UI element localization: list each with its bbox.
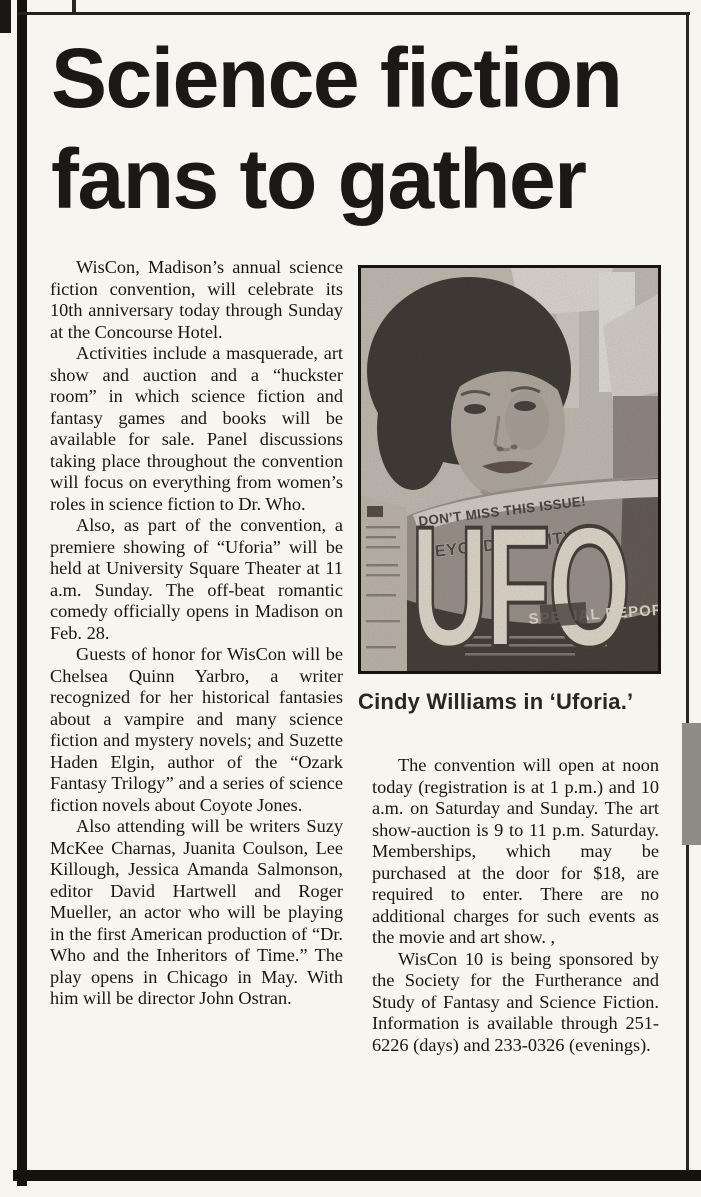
clipping-left-border xyxy=(17,0,27,1186)
paragraph-left-1: WisCon, Madison’s annual science fiction convention, will celebrate its 10th anniversary today through Sunday at the Concourse Hotel. xyxy=(50,257,343,342)
clipping-top-border xyxy=(17,12,690,15)
paragraph-left-3: Also, as part of the convention, a premiere showing of “Uforia” will be held at University Square Theater at 11 a.m. Sunday. The off-beat romantic comedy officially opens in Madison on Feb. 28. xyxy=(50,515,343,643)
paragraph-right-2: WisCon 10 is being sponsored by the Society for the Furtherance and Study of Fantasy and Science Fiction. Information is available through 251-6226 (days) and 233-0326 (evenings). xyxy=(372,948,659,1055)
photo-cindy-williams xyxy=(358,265,661,674)
scan-artifact-top-left-mark xyxy=(0,0,11,33)
photo-caption: Cindy Williams in ‘Uforia.’ xyxy=(358,689,634,714)
headline xyxy=(51,28,651,230)
scan-artifact-gray-block xyxy=(682,723,701,845)
clipping-right-border xyxy=(686,12,689,1172)
photo-illustration xyxy=(361,268,658,671)
photo-figure xyxy=(358,265,661,715)
article-left-column xyxy=(50,257,343,1010)
paragraph-right-1: The convention will open at noon today (registration is at 1 p.m.) and 10 a.m. on Saturday and Sunday. The art show-auction is 9 to 11 p.m. Saturday. Memberships, which may be purchased at the door for $18, are required to enter. There are no additional charges for such events as the movie and art show. , xyxy=(372,755,659,947)
paragraph-left-4: Guests of honor for WisCon will be Chelsea Quinn Yarbro, a writer recognized for her historical fantasies about a vampire and many science fiction and mystery novels; and Suzette Haden Elgin, author of the “Ozark Fantasy Trilogy” and a series of science fiction novels about Coyote Jones. xyxy=(50,644,343,815)
article-right-column xyxy=(372,755,659,1056)
paragraph-left-5: Also attending will be writers Suzy McKee Charnas, Juanita Coulson, Lee Killough, Jessica Amanda Salmonson, editor David Hartwell and Roger Mueller, an actor who will be playing in the first American production of “Dr. Who and the Inheritors of Time.” The play opens in Chicago in May. With him will be director John Ostran. xyxy=(50,816,343,1008)
headline-line-2: fans to gather xyxy=(51,132,586,226)
clipping-bottom-border xyxy=(13,1170,701,1181)
halftone-grain xyxy=(361,268,658,671)
headline-line-1: Science fiction xyxy=(51,31,622,125)
paragraph-left-2: Activities include a masquerade, art show and auction and a “huckster room” in which science fiction and fantasy games and books will be available for sale. Panel discussions taking place throughout the convention will focus on everything from women’s roles in science fiction to Dr. Who. xyxy=(50,343,343,514)
